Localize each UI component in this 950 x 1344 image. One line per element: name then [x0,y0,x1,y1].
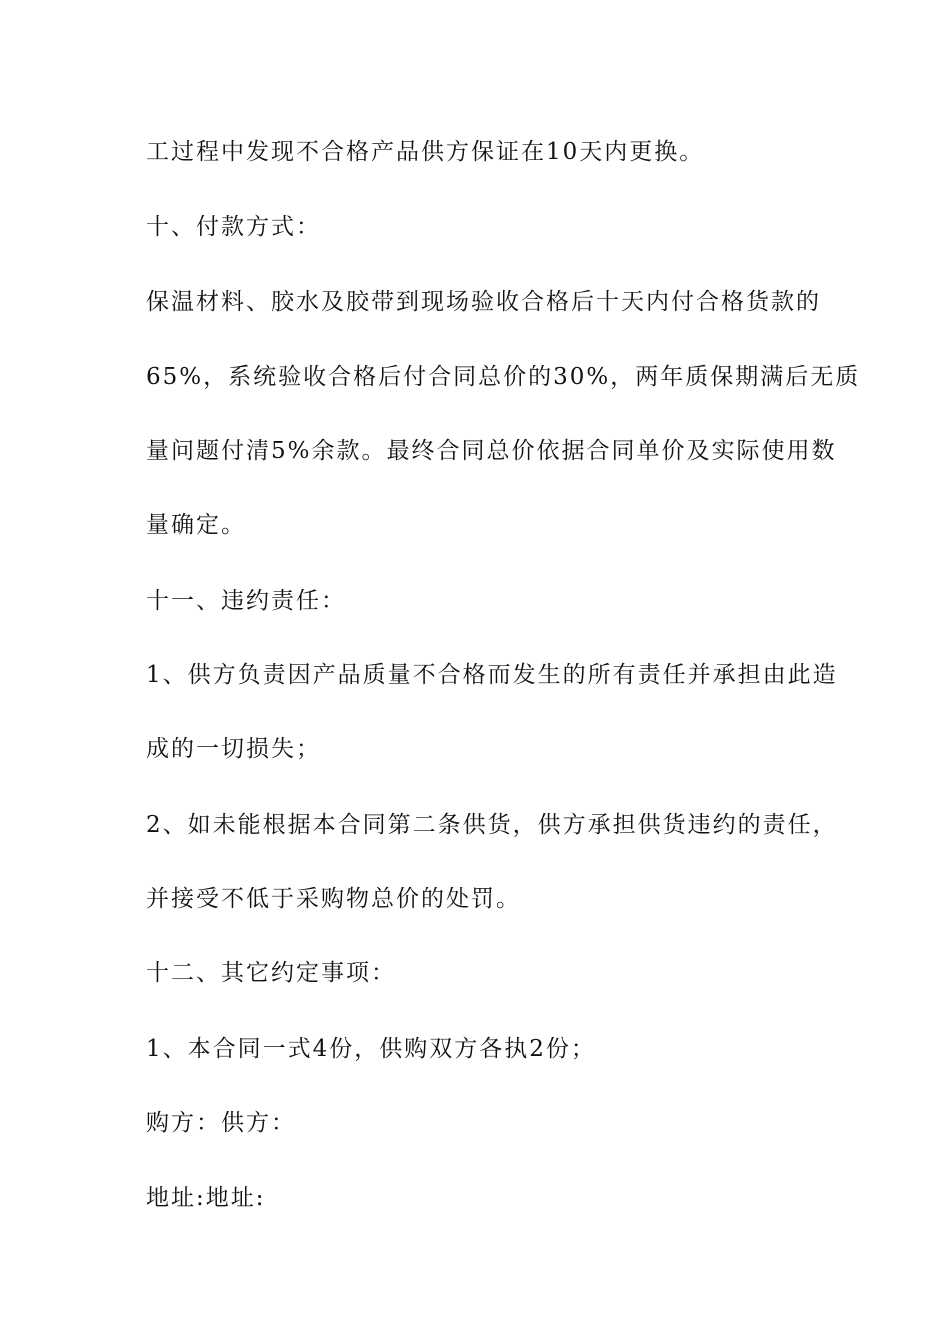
text-line: 2、如未能根据本合同第二条供货，供方承担供货违约的责任， [146,812,838,838]
text-line: 65%，系统验收合格后付合同总价的30%，两年质保期满后无质 [146,364,861,390]
text-line: 1、本合同一式4份，供购双方各执2份； [146,1036,596,1062]
text-line: 保温材料、胶水及胶带到现场验收合格后十天内付合格货款的 [146,289,821,315]
section-heading-other-terms: 十二、其它约定事项： [146,960,396,986]
text-line: 并接受不低于采购物总价的处罚。 [146,886,521,912]
text-line: 成的一切损失； [146,736,321,762]
text-line: 工过程中发现不合格产品供方保证在10天内更换。 [146,139,705,165]
section-heading-liability: 十一、违约责任： [146,588,346,614]
text-line: 量确定。 [146,512,246,538]
address-line: 地址:地址: [146,1185,266,1211]
signature-parties-line: 购方：供方： [146,1110,296,1136]
text-line: 量问题付清5%余款。最终合同总价依据合同单价及实际使用数 [146,438,837,464]
section-heading-payment: 十、付款方式： [146,214,321,240]
text-line: 1、供方负责因产品质量不合格而发生的所有责任并承担由此造 [146,662,838,688]
